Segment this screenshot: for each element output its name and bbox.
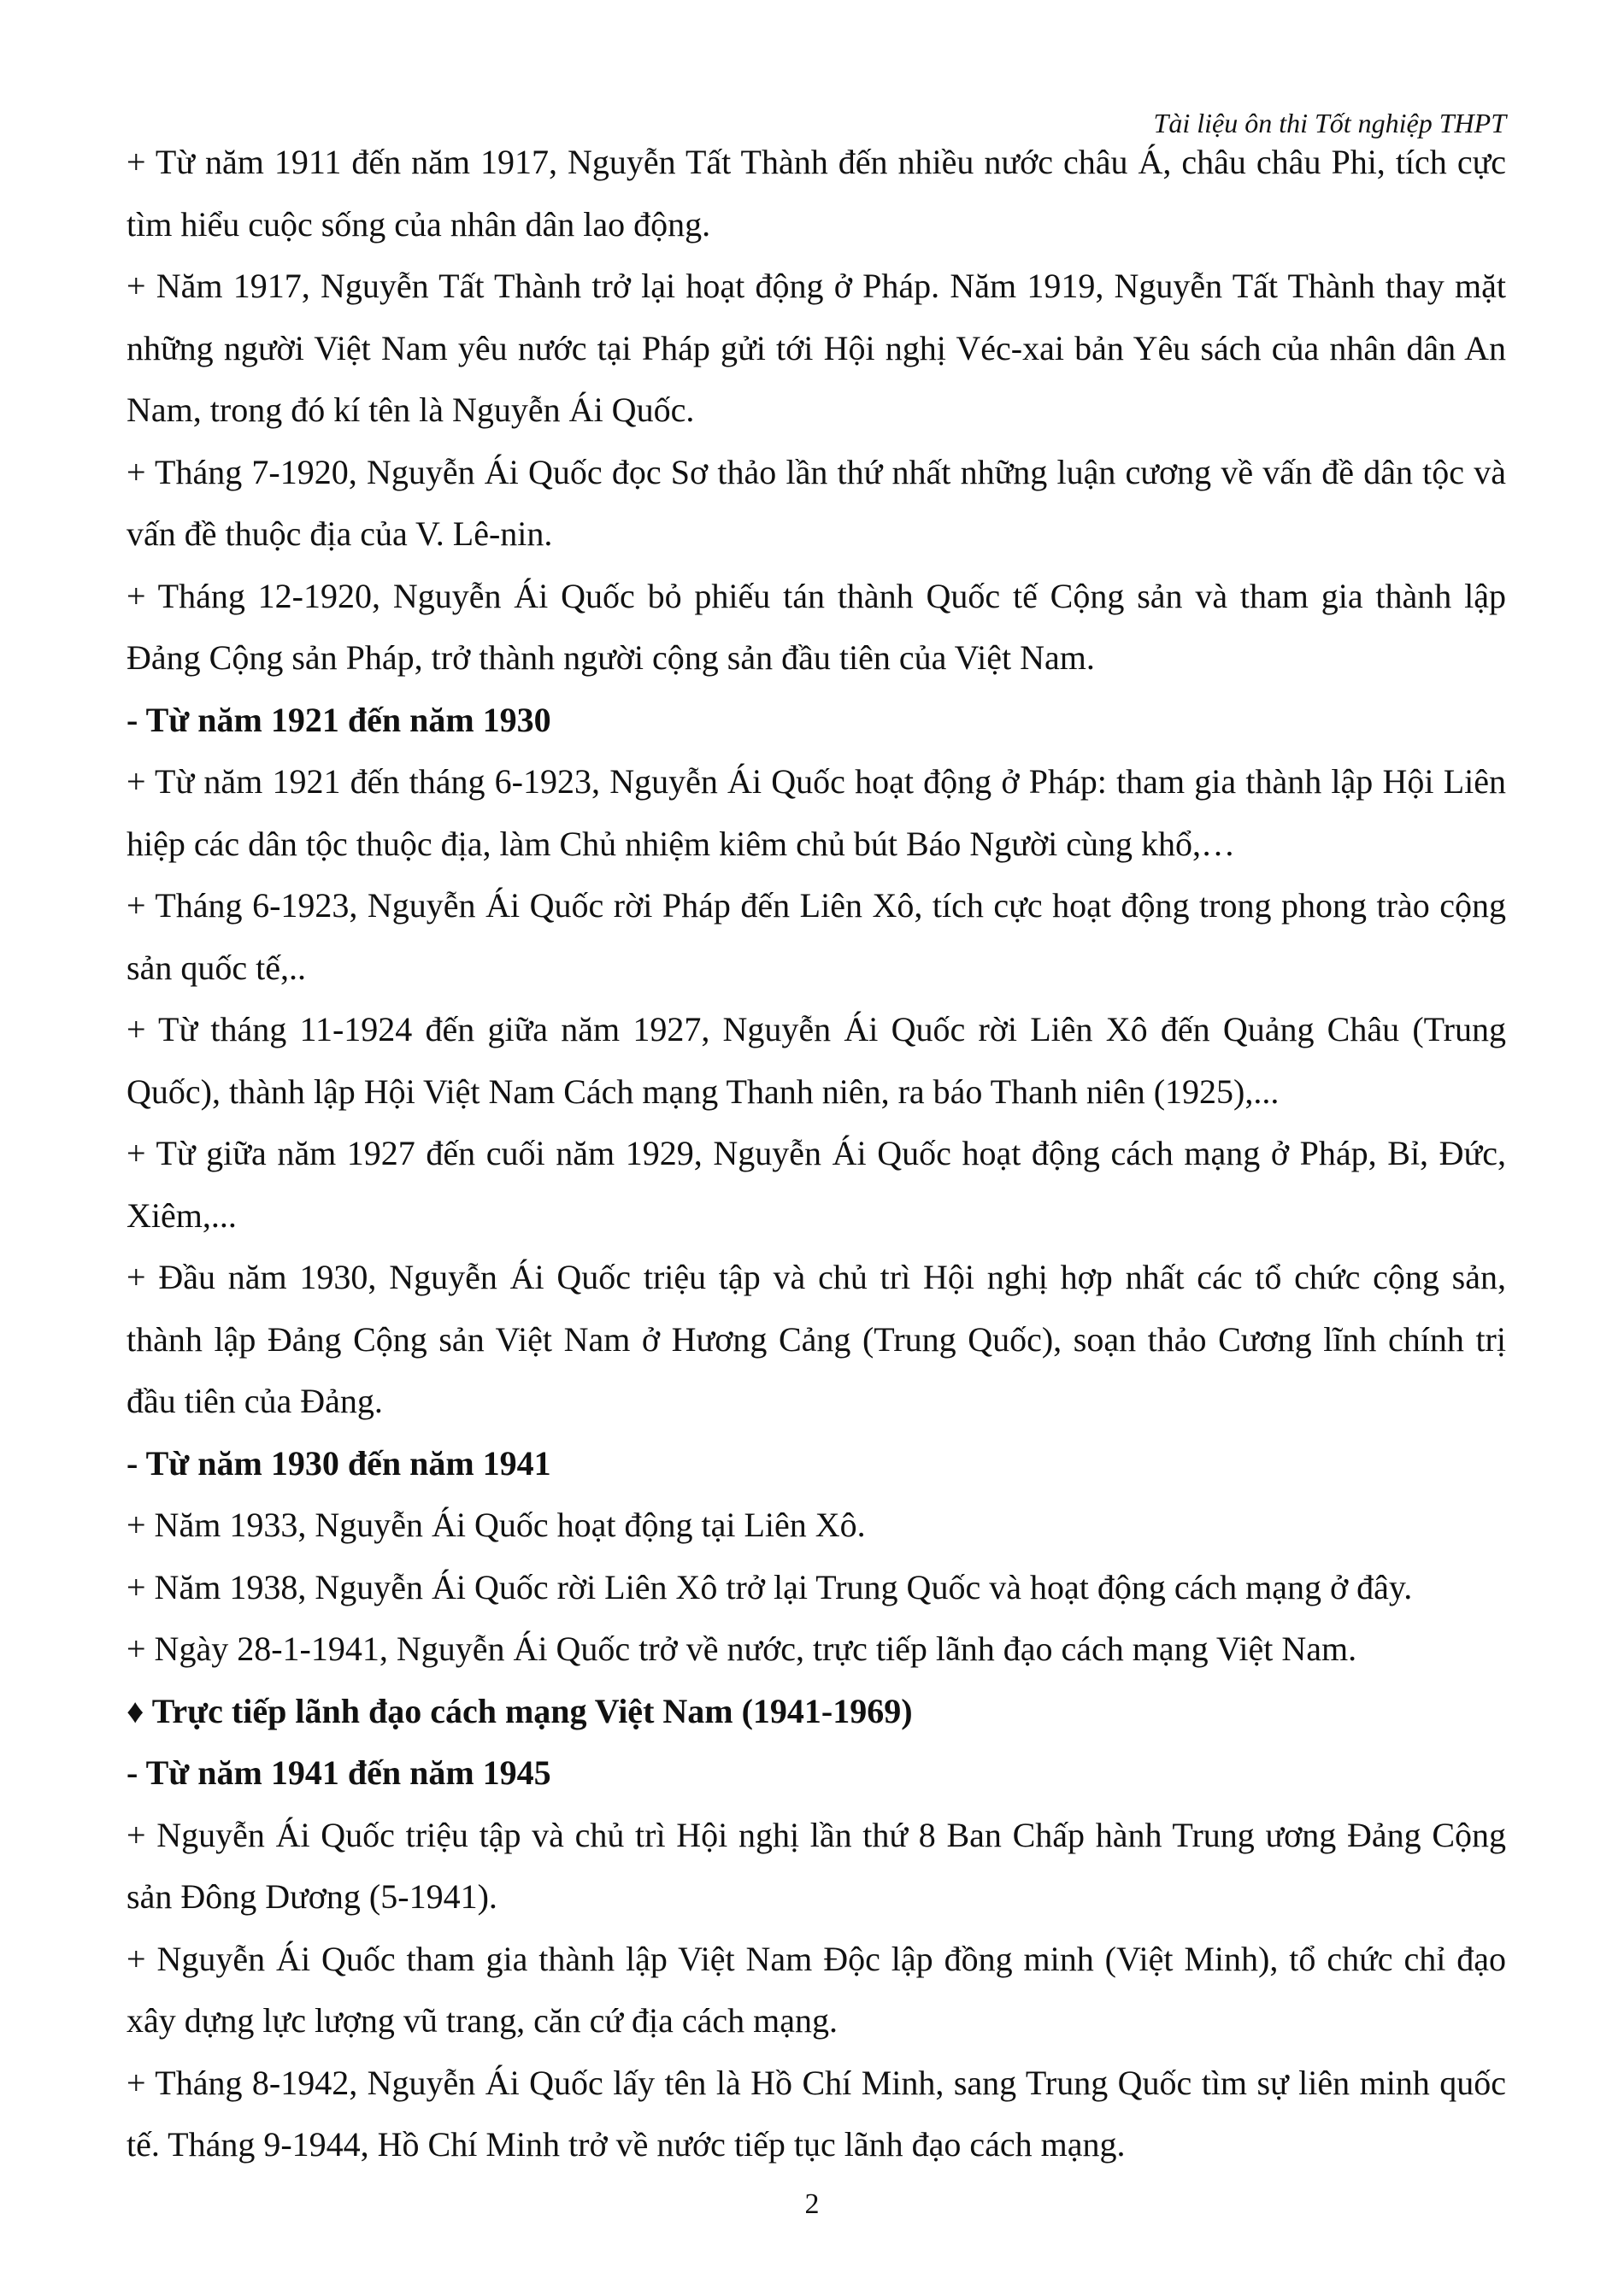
paragraph: + Năm 1933, Nguyễn Ái Quốc hoạt động tại Liên Xô.	[127, 1506, 866, 1544]
paragraph: + Từ năm 1921 đến tháng 6-1923, Nguyễn Ái Quốc hoạt động ở Pháp: tham gia thành lập Hội Liên hiệp các dân tộc thuộc địa, làm Chủ nhiệm kiêm chủ bút Báo Người cùng khổ,…	[127, 762, 1506, 863]
section-heading: - Từ năm 1930 đến năm 1941	[127, 1443, 551, 1483]
paragraph: + Tháng 6-1923, Nguyễn Ái Quốc rời Pháp đến Liên Xô, tích cực hoạt động trong phong trào cộng sản quốc tế,..	[127, 886, 1506, 987]
section-heading: - Từ năm 1921 đến năm 1930	[127, 700, 551, 739]
page-header: Tài liệu ôn thi Tốt nghiệp THPT	[1153, 108, 1506, 138]
paragraph: + Đầu năm 1930, Nguyễn Ái Quốc triệu tập và chủ trì Hội nghị hợp nhất các tổ chức cộng sản, thành lập Đảng Cộng sản Việt Nam ở Hương Cảng (Trung Quốc), soạn thảo Cương lĩnh chính trị đầu tiên của Đảng.	[127, 1258, 1506, 1420]
paragraph: + Nguyễn Ái Quốc tham gia thành lập Việt Nam Độc lập đồng minh (Việt Minh), tổ chức chỉ đạo xây dựng lực lượng vũ trang, căn cứ địa cách mạng.	[127, 1939, 1506, 2040]
paragraph: + Tháng 7-1920, Nguyễn Ái Quốc đọc Sơ thảo lần thứ nhất những luận cương về vấn đề dân tộc và vấn đề thuộc địa của V. Lê-nin.	[127, 452, 1506, 553]
section-heading: ♦ Trực tiếp lãnh đạo cách mạng Việt Nam (1941-1969)	[127, 1691, 913, 1730]
document-body	[127, 132, 1506, 2176]
page-number: 2	[804, 2188, 820, 2220]
paragraph: + Nguyễn Ái Quốc triệu tập và chủ trì Hội nghị lần thứ 8 Ban Chấp hành Trung ương Đảng Cộng sản Đông Dương (5-1941).	[127, 1815, 1506, 1916]
paragraph: + Từ năm 1911 đến năm 1917, Nguyễn Tất Thành đến nhiều nước châu Á, châu châu Phi, tích cực tìm hiểu cuộc sống của nhân dân lao động.	[127, 143, 1506, 244]
paragraph: + Năm 1938, Nguyễn Ái Quốc rời Liên Xô trở lại Trung Quốc và hoạt động cách mạng ở đây.	[127, 1567, 1413, 1606]
paragraph: + Từ tháng 11-1924 đến giữa năm 1927, Nguyễn Ái Quốc rời Liên Xô đến Quảng Châu (Trung Quốc), thành lập Hội Việt Nam Cách mạng Thanh niên, ra báo Thanh niên (1925),...	[127, 1010, 1506, 1111]
paragraph: + Từ giữa năm 1927 đến cuối năm 1929, Nguyễn Ái Quốc hoạt động cách mạng ở Pháp, Bỉ, Đức, Xiêm,...	[127, 1134, 1506, 1235]
paragraph: + Ngày 28-1-1941, Nguyễn Ái Quốc trở về nước, trực tiếp lãnh đạo cách mạng Việt Nam.	[127, 1630, 1357, 1668]
paragraph: + Tháng 12-1920, Nguyễn Ái Quốc bỏ phiếu tán thành Quốc tế Cộng sản và tham gia thành lập Đảng Cộng sản Pháp, trở thành người cộng sản đầu tiên của Việt Nam.	[127, 576, 1506, 677]
paragraph: + Tháng 8-1942, Nguyễn Ái Quốc lấy tên là Hồ Chí Minh, sang Trung Quốc tìm sự liên minh quốc tế. Tháng 9-1944, Hồ Chí Minh trở về nước tiếp tục lãnh đạo cách mạng.	[127, 2063, 1506, 2164]
paragraph: + Năm 1917, Nguyễn Tất Thành trở lại hoạt động ở Pháp. Năm 1919, Nguyễn Tất Thành thay mặt những người Việt Nam yêu nước tại Pháp gửi tới Hội nghị Véc-xai bản Yêu sách của nhân dân An Nam, trong đó kí tên là Nguyễn Ái Quốc.	[127, 267, 1506, 429]
section-heading: - Từ năm 1941 đến năm 1945	[127, 1753, 551, 1792]
